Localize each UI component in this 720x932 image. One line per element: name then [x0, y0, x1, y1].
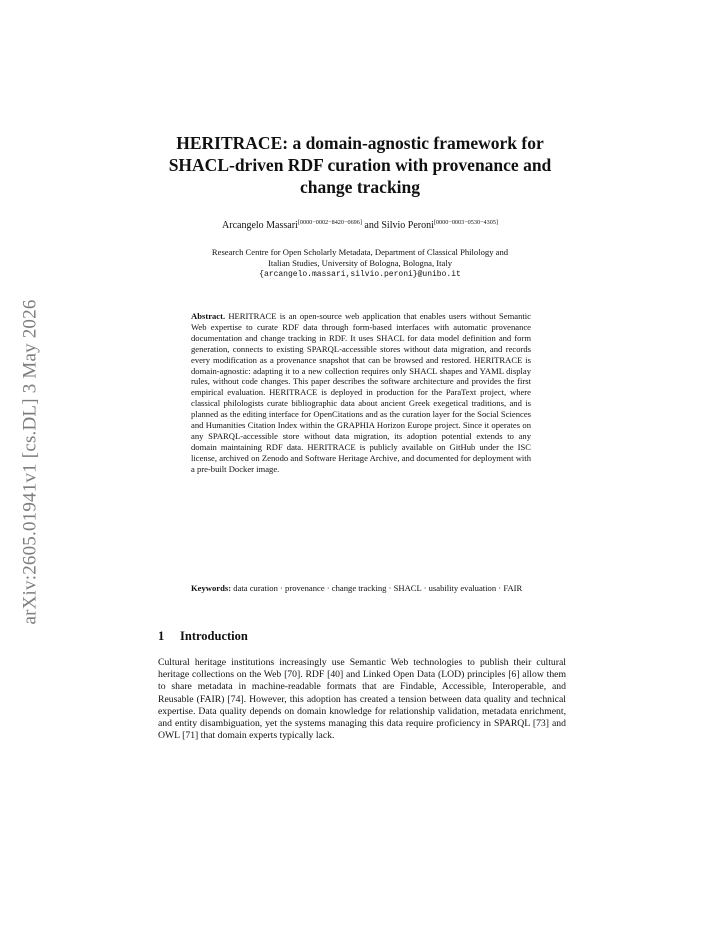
author-orcid: [0000−0002−8420−0696] — [297, 219, 362, 226]
affiliation-line: Research Centre for Open Scholarly Metadata, Department of Classical Philology and — [211, 247, 509, 257]
section-title: Introduction — [180, 629, 248, 643]
author-line — [100, 219, 620, 231]
keywords-text: data curation · provenance · change tracking · SHACL · usability evaluation · FAIR — [233, 583, 523, 593]
author-join: and — [364, 220, 379, 231]
section-heading — [158, 629, 558, 644]
abstract — [191, 311, 531, 475]
section-number: 1 — [158, 629, 165, 643]
arxiv-identifier-stamp — [18, 262, 44, 662]
section-paragraph: Cultural heritage institutions increasingly use Semantic Web technologies to publish their cultural heritage collections on the Web [70]. RDF [40] and Linked Open Data (LOD) principles [6] allow them to share metadata in machine-readable formats that are Findable, Accessible, Interoperable, and Reusable (FAIR) [74]. However, this adoption has created a tension between data quality and technical expertise. Data quality depends on domain knowledge for relationship validation, metadata enrichment, and entity disambiguation, yet the systems managing this data require proficiency in SPARQL [73] and OWL [71] that domain experts typically lack. — [158, 657, 566, 742]
affiliation-block — [150, 247, 570, 280]
arxiv-identifier-text: arXiv:2605.01941v1 [cs.DL] 3 May 2026 — [20, 299, 42, 625]
affiliation-line: Italian Studies, University of Bologna, Bologna, Italy — [267, 258, 453, 268]
paper-title: HERITRACE: a domain-agnostic framework for SHACL-driven RDF curation with provenance and change tracking — [168, 133, 552, 197]
abstract-label: Abstract. — [191, 311, 226, 321]
keywords — [191, 583, 531, 594]
author-orcid: [0000−0003−0530−4305] — [433, 219, 498, 226]
author-email: {arcangelo.massari,silvio.peroni}@unibo.it — [259, 270, 461, 279]
author-name: Silvio Peroni — [381, 220, 434, 231]
keywords-label: Keywords: — [191, 583, 232, 593]
abstract-text: HERITRACE is an open-source web application that enables users without Semantic Web expertise to curate RDF data through form-based interfaces with automatic provenance documentation and change tracking in RDF. It uses SHACL for data model definition and form generation, connects to existing SPARQL-accessible stores without data migration, and records every modification as a provenance snapshot that can be browsed and restored. HERITRACE is domain-agnostic: adapting it to a new collection requires only SHACL shapes and YAML display rules, without code changes. This paper describes the software architecture and provides the first empirical evaluation. HERITRACE is deployed in production for the ParaText project, where classical philologists curate bibliographic data about ancient Greek exegetical traditions, and is planned as the editing interface for OpenCitations and as the curation layer for the Social Sciences and Humanities Citation Index within the GRAPHIA Horizon Europe project. Since it operates on any SPARQL-accessible store without data migration, its adoption potential extends to any domain maintaining RDF data. HERITRACE is publicly available on GitHub under the ISC license, archived on Zenodo and Software Heritage Archive, and documented for deployment with a pre-built Docker image. — [191, 311, 531, 474]
author-name: Arcangelo Massari — [222, 220, 298, 231]
